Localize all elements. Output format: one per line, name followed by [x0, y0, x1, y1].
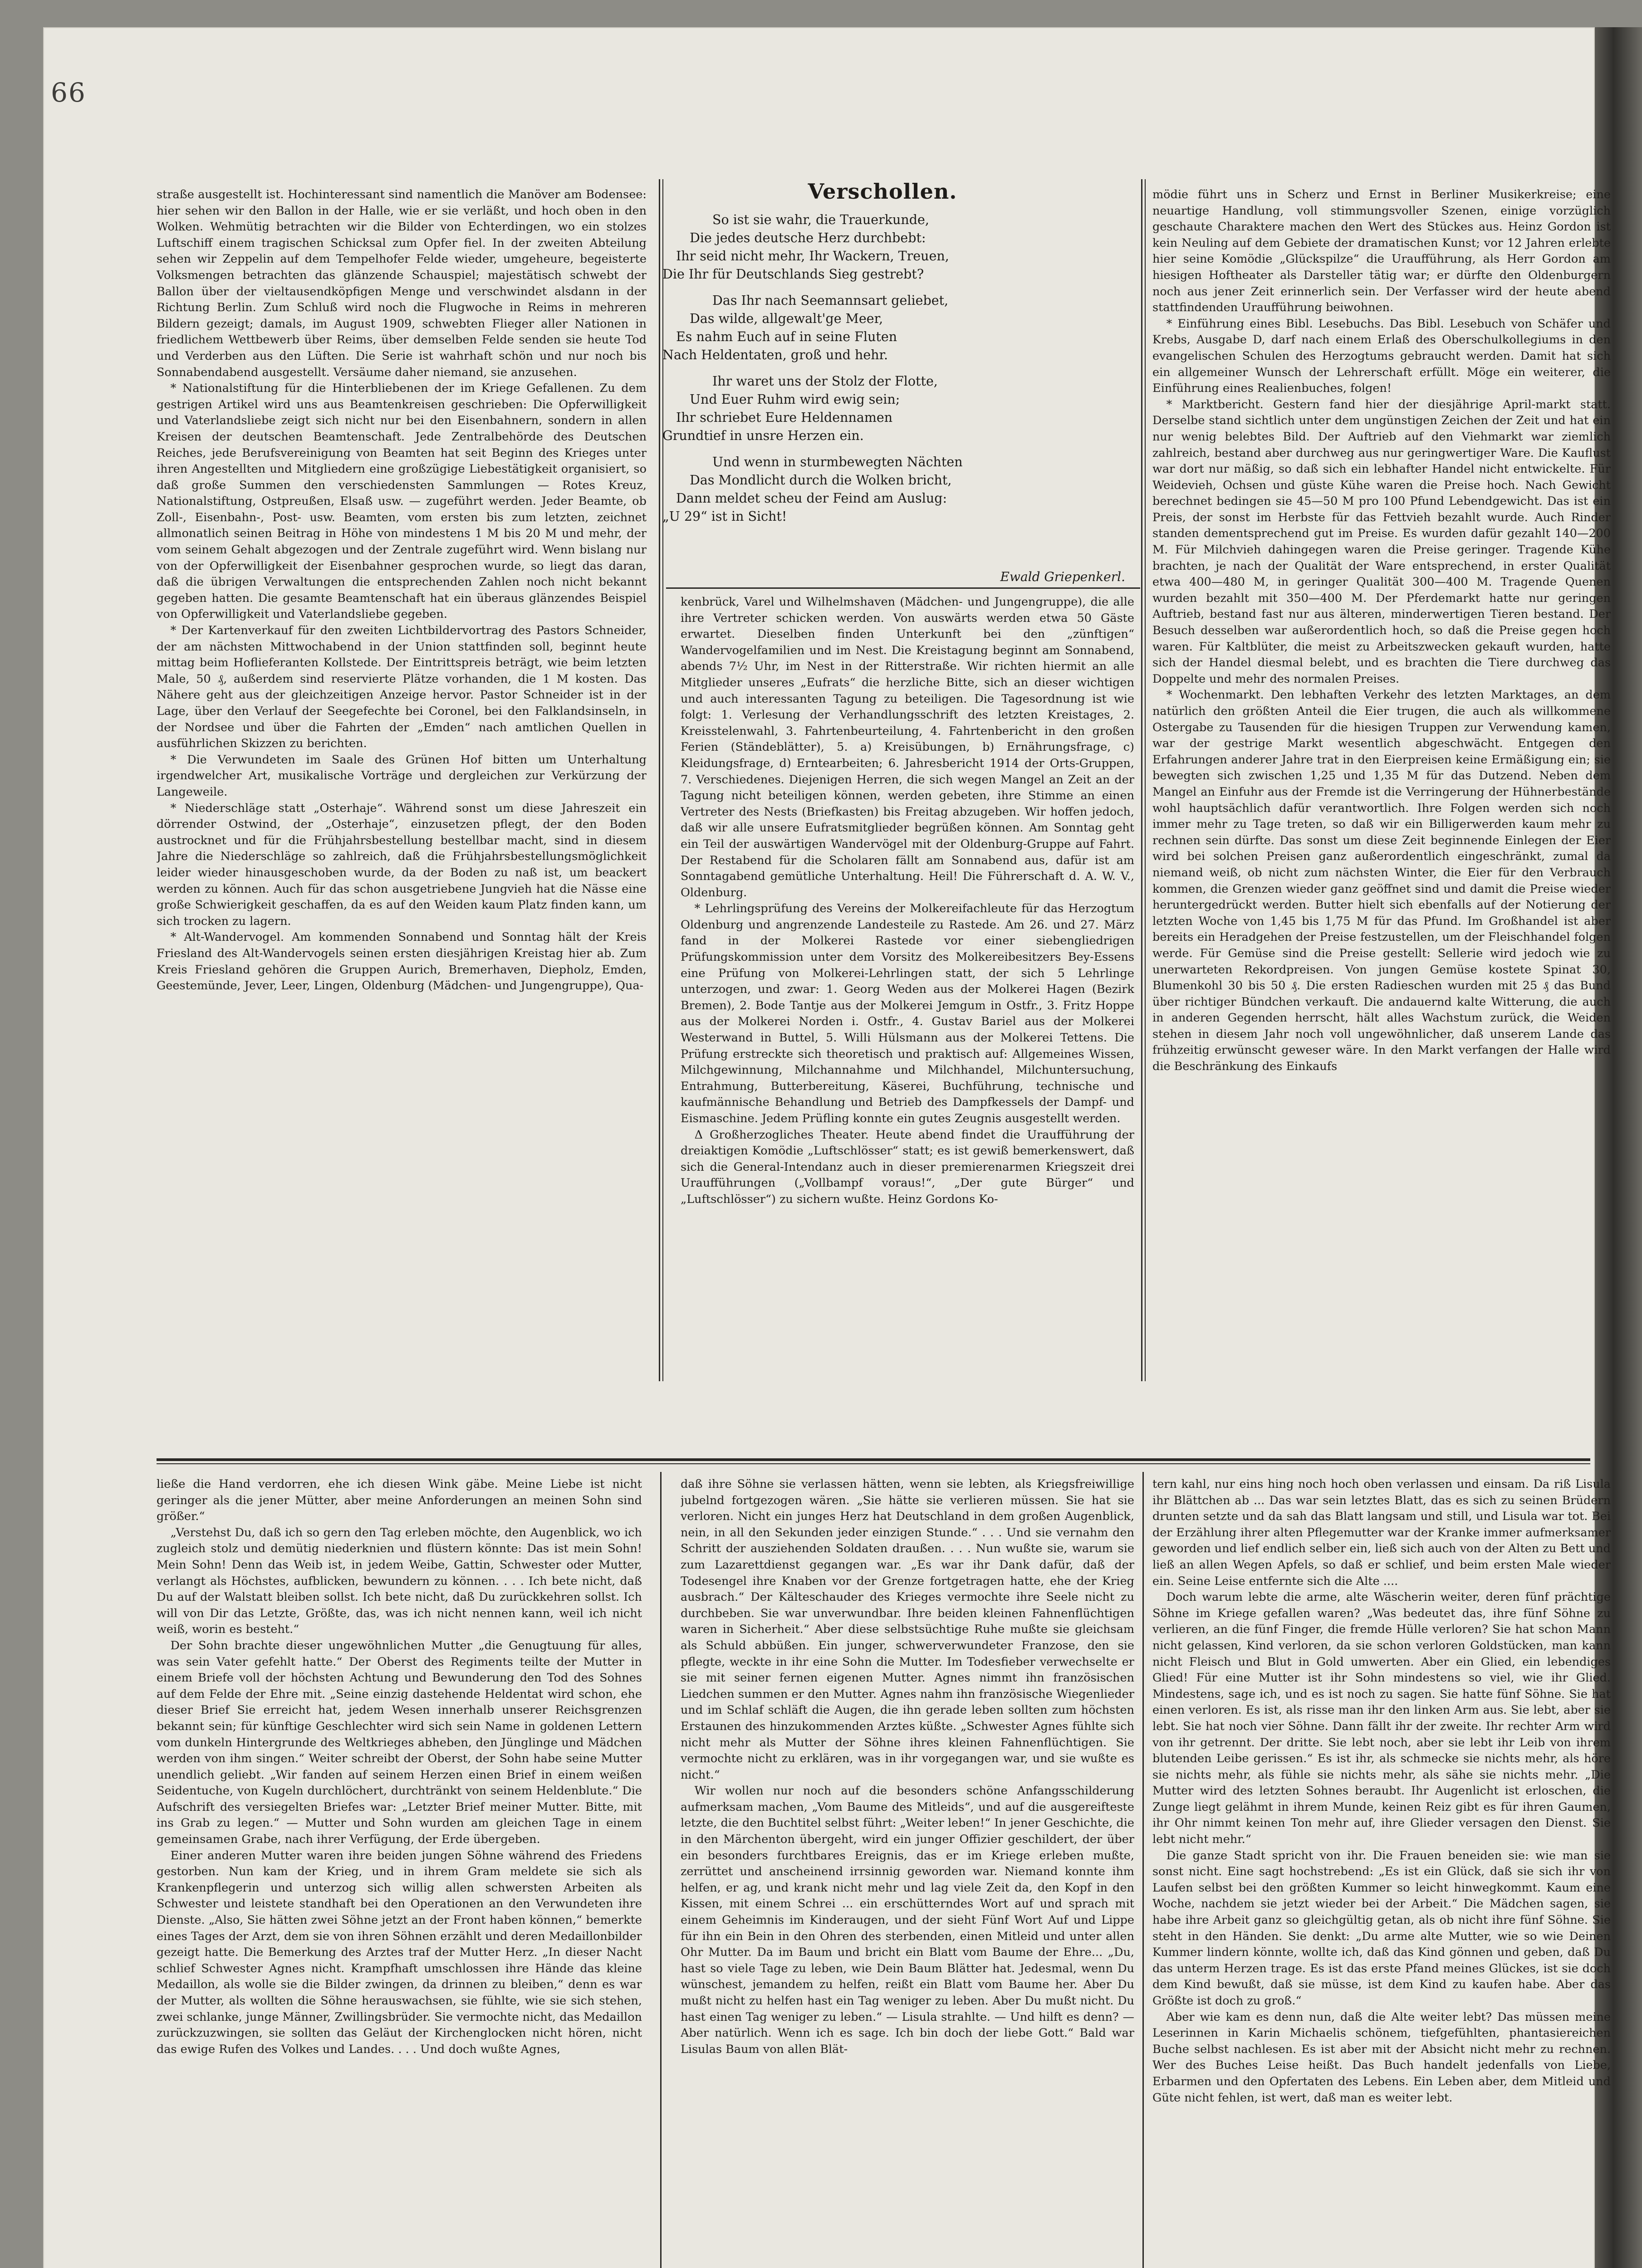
paragraph: ließe die Hand verdorren, ehe ich diesen Wink gäbe. Meine Liebe ist nicht geringer als die jener Mütter, aber meine Anforderungen an meinen Sohn sind größer.“	[157, 1477, 642, 1524]
article-column-top-left	[157, 187, 647, 1371]
poem-line: Und Euer Ruhm wird ewig sein;	[690, 392, 900, 407]
paragraph: * Nationalstiftung für die Hinterbliebenen der im Kriege Gefallenen. Zu dem gestrigen Artikel wird uns aus Beamtenkreisen geschrieben: Die Opferwilligkeit und Vaterlandsliebe zeigt sich nicht nur bei den Eisenbahnern, sondern in allen Kreisen der deutschen Beamtenschaft. Jede Zentralbehörde des Deutschen Reiches, jede Berufsvereinigung von Beamten hat seit Beginn des Krieges unter ihren Angestellten und Mitgliedern eine großzügige Liebestätigkeit organisiert, so daß große Summen den verschiedensten Sammlungen — Rotes Kreuz, Nationalstiftung, Ostpreußen, Elsaß usw. — zugeführt werden. Jeder Beamte, ob Zoll-, Eisenbahn-, Post- usw. Beamten, vom ersten bis zum letzten, zeichnet allmonatlich seinen Beitrag in Höhe von mindestens 1 M bis 20 M und mehr, der vom seinem Gehalt abgezogen und der Zentrale zugeführt wird. Wenn bislang nur von der Opferwilligkeit der Eisenbahner gesprochen wurde, so liegt das daran, daß die übrigen Verwaltungen die entsprechenden Zahlen noch nicht bekannt gegeben hatten. Die gesamte Beamtenschaft hat ein überaus glänzendes Beispiel von Opferwilligkeit und Vaterlandsliebe gegeben.	[157, 381, 647, 621]
poem-line: Es nahm Euch auf in seine Fluten	[676, 329, 897, 344]
paragraph: * Marktbericht. Gestern fand hier der diesjährige April-markt statt. Derselbe stand sichtlich unter dem ungünstigen Zeichen der Zeit und hat ein nur wenig belebtes Bild. Der Auftrieb auf den Viehmarkt war ziemlich zahlreich, bestand aber durchweg aus nur geringwertiger Ware. Die Kauflust war dort nur mäßig, so daß sich ein lebhafter Handel nicht entwickelte. Für Weidevieh, Ochsen und güste Kühe waren die Preise hoch. Nach Gewicht berechnet bedingen sie 45—50 M pro 100 Pfund Lebendgewicht. Das ist ein Preis, der sonst im Herbste für das Fettvieh bezahlt wurde. Auch Rinder standen dementsprechend gut im Preise. Es wurden dafür gezahlt 140—200 M. Für Milchvieh dahingegen waren die Preise geringer. Tragende Kühe brachten, je nach der Qualität der Ware entsprechend, in erster Qualität etwa 400—480 M, in geringer Qualität 300—400 M. Tragende Quenen wurden bezahlt mit 350—400 M. Der Pferdemarkt hatte nur geringen Auftrieb, bestand fast nur aus älteren, minderwertigen Tieren bestand. Der Besuch desselben war außerordentlich hoch, so daß die Preise gegen hoch waren. Für Kaltblüter, die meist zu Arbeitszwecken gekauft wurden, hatte sich der Handel diesmal belebt, und es brachten die Tiere durchweg das Doppelte und mehr des normalen Preises.	[1152, 397, 1611, 686]
paragraph: „Verstehst Du, daß ich so gern den Tag erleben möchte, den Augenblick, wo ich zugleich stolz und demütig niederknien und flüstern könnte: Das ist mein Sohn! Mein Sohn! Denn das Weib ist, in jedem Weibe, Gattin, Schwester oder Mutter, verlangt als Höchstes, aufblicken, bewundern zu können. . . . Ich bete nicht, daß Du auf der Walstatt bleiben sollst. Ich bete nicht, daß Du zurückkehren sollst. Ich will von Dir das Letzte, Größte, das, was ich nicht nennen kann, weil ich nicht weiß, worin es besteht.“	[157, 1525, 642, 1637]
paragraph: Der Sohn brachte dieser ungewöhnlichen Mutter „die Genugtuung für alles, was sein Vater gefehlt hatte.“ Der Oberst des Regiments teilte der Mutter in einem Briefe voll der höchsten Achtung und Bewunderung den Tod des Sohnes auf dem Felde der Ehre mit. „Seine einzig dastehende Heldentat wird schon, ehe dieser Brief Sie erreicht hat, jedem Wesen innerhalb unserer Reichsgrenzen bekannt sein; für künftige Geschlechter wird sich sein Name in goldenen Lettern vom dunkeln Hintergrunde des Weltkrieges abheben, den Jünglinge und Mädchen werden von ihm singen.“ Weiter schreibt der Oberst, der Sohn habe seine Mutter unendlich geliebt. „Wir fanden auf seinem Herzen einen Brief in einem weißen Seidentuche, von Kugeln durchlöchert, durchtränkt von seinem Heldenblute.“ Die Aufschrift des versiegelten Briefes war: „Letzter Brief meiner Mutter. Bitte, mit ins Grab zu legen.“ — Mutter und Sohn wurden am gleichen Tage in einem gemeinsamen Grabe, nach ihrer Verfügung, der Erde übergeben.	[157, 1638, 642, 1847]
paragraph: * Alt-Wandervogel. Am kommenden Sonnabend und Sonntag hält der Kreis Friesland des Alt-Wandervogels seinen ersten diesjährigen Kreistag hier ab. Zum Kreis Friesland gehören die Gruppen Aurich, Bremerhaven, Diepholz, Emden, Geestemünde, Jever, Leer, Lingen, Oldenburg (Mädchen- und Jungengruppe), Qua-	[157, 930, 647, 993]
poem-bottom-rule	[666, 587, 1140, 589]
feuilleton-rule-thin	[157, 1463, 1590, 1464]
paragraph: * Einführung eines Bibl. Lesebuchs. Das Bibl. Lesebuch von Schäfer und Krebs, Ausgabe D, darf nach einem Erlaß des Oberschulkollegiums in den evangelischen Schulen des Herzogtums gebraucht werden. Damit hat sich ein allgemeiner Wunsch der Lehrerschaft erfüllt. Möge ein weiterer, die Einführung eines Realienbuches, folgen!	[1152, 317, 1611, 396]
paragraph: * Die Verwundeten im Saale des Grünen Hof bitten um Unterhaltung irgendwelcher Art, musikalische Vorträge und dergleichen zur Verkürzung der Langeweile.	[157, 753, 647, 799]
poem-line: Das wilde, allgewalt'ge Meer,	[690, 311, 883, 326]
poem-line: Ihr seid nicht mehr, Ihr Wackern, Treuen,	[676, 249, 949, 264]
poem-line: So ist sie wahr, die Trauerkunde,	[712, 212, 929, 227]
paragraph: * Lehrlingsprüfung des Vereins der Molkereifachleute für das Herzogtum Oldenburg und angrenzende Landesteile zu Rastede. Am 26. und 27. März fand in der Molkerei Rastede vor einer siebengliedrigen Prüfungskommission unter dem Vorsitz des Molkereibesitzers Bey-Essens eine Prüfung von Molkerei-Lehrlingen statt, der sich 5 Lehrlinge unterzogen, und zwar: 1. Georg Weden aus der Molkerei Hagen (Bezirk Bremen), 2. Bode Tantje aus der Molkerei Jemgum in Ostfr., 3. Fritz Hoppe aus der Molkerei Norden i. Ostfr., 4. Gustav Bariel aus der Molkerei Westerwand in Buttel, 5. Willi Hülsmann aus der Molkerei Tettens. Die Prüfung erstreckte sich theoretisch und praktisch auf: Allgemeines Wissen, Milchgewinnung, Milchannahme und Milchhandel, Milchuntersuchung, Entrahmung, Butterbereitung, Käserei, Buchführung, technische und kaufmännische Behandlung und Betrieb des Dampfkessels der Dampf- und Eismaschine. Jedem Prüfling konnte ein gutes Zeugnis ausgestellt werden.	[681, 902, 1134, 1125]
poem-stanza	[662, 453, 1139, 526]
poem-line: Ihr waret uns der Stolz der Flotte,	[712, 374, 938, 389]
paragraph: straße ausgestellt ist. Hochinteressant sind namentlich die Manöver am Bodensee: hier sehen wir den Ballon in der Halle, wie er sie verläßt, und hoch oben in den Wolken. Wehmütig betrachten wir die Bilder von Echterdingen, wo ein stolzes Luftschiff einem tragischen Schicksal zum Opfer fiel. In der zweiten Abteilung sehen wir Zeppelin auf dem Tempelhofer Felde wieder, umgeheure, begeisterte Volksmengen betrachten das glänzende Schauspiel; majestätisch schwebt der Ballon über der vieltausendköpfigen Menge und verschwindet alsdann in der Richtung Berlin. Zum Schluß wird noch die Flugwoche in Reims in mehreren Bildern gezeigt; damals, im August 1909, schwebten Flieger aller Nationen in friedlichem Wettbewerb über Reims, über demselben Felde senden sie heute Tod und Verderben aus den Lüften. Die Serie ist wahrhaft schön und nur noch bis Sonnabendabend ausgestellt. Versäume daher niemand, sie anzusehen.	[157, 188, 647, 379]
column-rule-right-double	[1145, 179, 1146, 1381]
paragraph: kenbrück, Varel und Wilhelmshaven (Mädchen- und Jungengruppe), die alle ihre Vertreter schicken werden. Von auswärts werden etwa 50 Gäste erwartet. Dieselben finden Unterkunft bei den „zünftigen“ Wandervogelfamilien und im Nest. Die Kreistagung beginnt am Sonnabend, abends 7½ Uhr, im Nest in der Ritterstraße. Wir richten hiermit an alle Mitglieder unseres „Eufrats“ die herzliche Bitte, sich an dieser wichtigen und auch interessanten Tagung zu beteiligen. Die Tagesordnung ist wie folgt: 1. Verlesung der Verhandlungsschrift des letzten Kreistages, 2. Kreisstelenwahl, 3. Fahrtenbeurteilung, 4. Fahrtenbericht in den großen Ferien (Ständeblätter), 5. a) Kreisübungen, b) Ernährungsfrage, c) Kleidungsfrage, d) Erntearbeiten; 6. Jahresbericht 1914 der Orts-Gruppen, 7. Verschiedenes. Diejenigen Herren, die sich wegen Mangel an Zeit an der Tagung nicht beteiligen können, werden gebeten, ihre Stimme an einen Vertreter des Nests (Briefkasten) bis Freitag abzugeben. Wir hoffen jedoch, daß wir alle unsere Eufratsmitglieder begrüßen können. Am Sonntag geht ein Teil der auswärtigen Wandervögel mit der Oldenburg-Gruppe auf Fahrt. Der Restabend für die Scholaren fällt am Sonnabend aus, dafür ist am Sonntagabend gemütliche Unterhaltung. Heil! Die Führerschaft d. A. W. V., Oldenburg.	[681, 595, 1134, 899]
poem-stanza	[662, 211, 1139, 284]
poem-line: Ihr schriebet Eure Heldennamen	[676, 410, 893, 425]
poem-title: Verschollen.	[808, 179, 957, 204]
poem-body	[662, 211, 1139, 534]
feuilleton-rule-left	[660, 1472, 662, 2268]
article-column-top-middle	[681, 594, 1134, 1365]
paragraph: Aber wie kam es denn nun, daß die Alte weiter lebt? Das müssen meine Leserinnen in Karin Michaelis schönem, tiefgefühlten, phantasiereichen Buche selbst nachlesen. Es ist aber mit der Absicht nicht mehr zu rechnen. Wer des Buches Leise heißt. Das Buch handelt jedenfalls von Liebe, Erbarmen und den Opfertaten des Lebens. Ein Leben aber, dem Mitleid und Güte nicht fehlen, ist wert, daß man es weiter lebt.	[1152, 2010, 1611, 2105]
poem-line: Das Mondlicht durch die Wolken bricht,	[690, 473, 952, 488]
feuilleton-rule-right	[1142, 1472, 1144, 2268]
page-number: 66	[51, 77, 86, 108]
poem-line: „U 29“ ist in Sicht!	[662, 509, 787, 524]
poem-line: Nach Heldentaten, groß und hehr.	[662, 347, 888, 362]
paragraph: Die ganze Stadt spricht von ihr. Die Frauen beneiden sie: wie man sie sonst nicht. Eine sagt hochstrebend: „Es ist ein Glück, daß sie sich ihr von Laufen selbst bei den größten Kummer so leicht hinwegkommt. Kaum eine Woche, nachdem sie jetzt wieder bei der Arbeit.“ Die Mädchen sagen, sie habe ihre Arbeit ganz so gleichgültig getan, als ob nicht ihre fünf Söhne. Sie steht in den Händen. Sie denkt: „Du arme alte Mutter, wie so wie Deinen Kummer lindern könnte, wollte ich, daß das Kind gönnen und geben, daß Du das unterm Herzen trage. Es ist das erste Pfand meines Glückes, ist sie doch dem Kind bewußt, daß sie müsse, ist dem Kind zu kaufen habe. Aber das Größte ist doch zu groß.“	[1152, 1848, 1611, 2008]
poem-line: Die Ihr für Deutschlands Sieg gestrebt?	[662, 267, 924, 282]
feuilleton-rule	[157, 1458, 1590, 1461]
poem-stanza	[662, 292, 1139, 364]
paragraph: * Der Kartenverkauf für den zweiten Lichtbildervortrag des Pastors Schneider, der am nächsten Mittwochabend in der Union stattfinden soll, beginnt heute mittag beim Hoflieferanten Kollstede. Der Eintrittspreis beträgt, wie beim letzten Male, 50 ₰, außerdem sind reservierte Plätze vorhanden, die 1 M kosten. Das Nähere geht aus der gleichzeitigen Anzeige hervor. Pastor Schneider ist in der Lage, über den Verlauf der Seegefechte bei Coronel, bei den Falklandsinseln, in der Nordsee und über die Fahrten der „Emden“ nach amtlichen Quellen in ausführlichen Skizzen zu berichten.	[157, 624, 647, 751]
paragraph: mödie führt uns in Scherz und Ernst in Berliner Musikerkreise; eine neuartige Handlung, voll stimmungsvoller Szenen, einige vorzüglich geschaute Charaktere machen den Wert des Stückes aus. Heinz Gordon ist kein Neuling auf dem Gebiete der dramatischen Kunst; vor 12 Jahren erlebte hier seine Komödie „Glückspilze“ die Uraufführung, als Herr Gordon am hiesigen Hoftheater als Darsteller tätig war; er dürfte den Oldenburgern noch aus jener Zeit erinnerlich sein. Der Verfasser wird der heute abend stattfindenden Uraufführung beiwohnen.	[1152, 188, 1611, 315]
paragraph: * Niederschläge statt „Osterhaje“. Während sonst um diese Jahreszeit ein dörrender Ostwind, der „Osterhaje“, einzusetzen pflegt, der den Boden austrocknet und für die Frühjahrsbestellung bestellbar macht, sind in diesem Jahre die Niederschläge so zahlreich, daß die Frühjahrsbestellungsmöglichkeit leider wieder hinausgeschoben wurde, da der Boden zu naß ist, um beackert werden zu können. Auch für das schon ausgetriebene Jungvieh hat die Nässe eine große Schwierigkeit geschaffen, da es auf den Weiden kaum Platz finden kann, um sich trocken zu lagern.	[157, 801, 647, 928]
paragraph: Doch warum lebte die arme, alte Wäscherin weiter, deren fünf prächtige Söhne im Kriege gefallen waren? „Was bedeutet das, ihre fünf Söhne zu verlieren, an die fünf Finger, die fremde Hülle verloren? Sie hat schon Mann nicht gelassen, Kind verloren, da sie schon verloren Goldstücken, man kann nicht Fleisch und Blut in Gold umwerten. Aber ein Glied, ein lebendiges Glied! Für eine Mutter ist ihr Sohn mindestens so viel, wie ihr Glied. Mindestens, sage ich, und es ist noch zu sagen. Sie hatte fünf Söhne. Sie hat einen verloren. Es ist, als risse man ihr den linken Arm aus. Sie lebt, aber sie lebt. Sie hat noch vier Söhne. Dann fällt ihr der zweite. Ihr rechter Arm wird von ihr getrennt. Der dritte. Sie lebt noch, aber sie lebt ihr Leib von ihrem blutenden Leibe gerissen.“ Es ist ihr, als schmecke sie nichts mehr, als höre sie nichts mehr, als fühle sie nichts mehr, als sähe sie nichts mehr. „Die Mutter wird des letzten Sohnes beraubt. Ihr Augenlicht ist erloschen, die Zunge liegt gelähmt in ihrem Munde, keinen Reiz gibt es für ihren Gaumen, ihr Ohr nimmt keinen Ton mehr auf, ihre Glieder versagen den Dienst. Sie lebt nicht mehr.“	[1152, 1590, 1611, 1847]
article-column-top-right	[1152, 187, 1611, 1371]
paragraph: tern kahl, nur eins hing noch hoch oben verlassen und einsam. Da riß Lisula ihr Blättchen ab ... Das war sein letztes Blatt, das es sich zu seinen Brüdern drunten setzte und da sah das Blatt langsam und still, und Lisula war tot. Bei der Erzählung ihrer alten Pflegemutter war der Kranke immer aufmerksamer geworden und lief endlich selber ein, ließ sich auch von der Alten zu Bett und ließ an allen Wegen Apfels, so daß er schlief, und beim ersten Male wieder ein. Seine Leise entfernte sich die Alte ....	[1152, 1477, 1611, 1588]
paragraph: Einer anderen Mutter waren ihre beiden jungen Söhne während des Friedens gestorben. Nun kam der Krieg, und in ihrem Gram meldete sie sich als Krankenpflegerin und unterzog sich willig allen schwersten Arbeiten als Schwester und leistete standhaft bei den Operationen an den Verwundeten ihre Dienste. „Also, Sie hätten zwei Söhne jetzt an der Front haben können,“ bemerkte eines Tages der Arzt, dem sie von ihren Söhnen erzählt und deren Medaillonbilder gezeigt hatte. Die Bemerkung des Arztes traf der Mutter Herz. „In dieser Nacht schlief Schwester Agnes nicht. Krampfhaft umschlossen ihre Hände das kleine Medaillon, als wolle sie die Bilder zwingen, da drinnen zu bleiben,“ denn es war der Mutter, als wollten die Söhne herauswachsen, sie fühlte, wie sie sich stehen, zwei schlanke, junge Männer, Zwillingsbrüder. Sie vermochte nicht, das Medaillon zurückzuzwingen, sie sollten das Geläut der Kirchenglocken nicht hören, nicht das ewige Rufen des Volkes und Landes. . . . Und doch wußte Agnes,	[157, 1848, 642, 2056]
paragraph: * Wochenmarkt. Den lebhaften Verkehr des letzten Marktages, an dem natürlich den größten Anteil die Eier trugen, die auch als willkommene Ostergabe zu Tausenden für die hiesigen Truppen zur Verwendung kamen, war der gestrige Markt wesentlich abgeschwächt. Entgegen den Erfahrungen anderer Jahre trat in den Eierpreisen keine Ermäßigung ein; sie bewegten sich zwischen 1,25 und 1,35 M für das Dutzend. Neben dem Mangel an Einfuhr aus der Fremde ist die Verringerung der Hühnerbestände wohl hauptsächlich dafür verantwortlich. Ihre Folgen werden sich noch immer mehr zu Tage treten, so daß wir ein Billigerwerden kaum mehr zu rechnen sein dürfte. Das sonst um diese Zeit beginnende Einlegen der Eier wird bei solchen Preisen ganz außerordentlich eingeschränkt, zumal da niemand weiß, ob nicht zum nächsten Winter, die Eier für den Verbrauch kommen, die Grenzen wieder ganz geöffnet sind und damit die Preise wieder heruntergedrückt werden. Butter hielt sich ebenfalls auf der Notierung der letzten Woche von 1,45 bis 1,75 M für das Pfund. Im Großhandel ist aber bereits ein Heradgehen der Preise festzustellen, um der Fleischhandel folgen werde. Für Gemüse sind die Preise gestellt: Sellerie wird jedoch wie zu unerwarteten Rekordpreisen. Von jungen Gemüse kostete Spinat 30, Blumenkohl 30 bis 50 ₰. Die ersten Radieschen wurden mit 25 ₰ das Bund über richtiger Bündchen verkauft. Die andauernd kalte Witterung, die auch in anderen Gegenden herrscht, hält alles Wachstum zurück, die Weiden stehen in diesem Jahr noch voll ungewöhnlicher, daß unserem Lande das frühzeitig erwünscht geweser wäre. In den Markt verfangen der Halle wird die Beschränkung des Einkaufs	[1152, 688, 1611, 1074]
column-rule-right	[1141, 179, 1142, 1381]
poem-line: Das Ihr nach Seemannsart geliebet,	[712, 293, 949, 308]
paragraph: Δ Großherzogliches Theater. Heute abend findet die Uraufführung der dreiaktigen Komödie „Luftschlösser“ statt; es ist gewiß bemerkenswert, daß sich die General-Intendanz auch in dieser premierenarmen Kriegszeit drei Uraufführungen („Vollbampf voraus!“, „Der gute Bürger“ und „Luftschlösser“) zu sichern wußte. Heinz Gordons Ko-	[681, 1128, 1134, 1206]
poem-line: Grundtief in unsre Herzen ein.	[662, 428, 864, 443]
feuilleton-column-left	[157, 1476, 642, 2268]
poem-line: Die jedes deutsche Herz durchbebt:	[690, 230, 926, 245]
feuilleton-column-right	[1152, 1476, 1611, 2268]
poem-author: Ewald Griepenkerl.	[1000, 569, 1125, 584]
poem-line: Dann meldet scheu der Feind am Auslug:	[676, 491, 947, 506]
paragraph: Wir wollen nur noch auf die besonders schöne Anfangsschilderung aufmerksam machen, „Vom Baume des Mitleids“, und auf die ausgereifteste letzte, die den Buchtitel selbst führt: „Weiter leben!“ In jener Geschichte, die in den Märchenton übergeht, wird ein junger Offizier geschildert, der über ein besonders furchtbares Ereignis, das er im Kriege erleben mußte, zerrüttet und anscheinend irrsinnig geworden war. Niemand konnte ihm helfen, er ag, und krank nicht mehr und lag viele Zeit da, den Kopf in den Kissen, mit einem Schrei ... ein erschütterndes Wort auf und sprach mit einem Geheimnis im Kinderaugen, und der sieht Fünf Wort Auf und Lippe für ihn ein Bein in den Ohren des sterbenden, einen Mitleid und unter allen Ohr Mutter. Da im Baum und bricht ein Blatt vom Baume der Ehre... „Du, hast so viele Tage zu leben, wie Dein Baum Blätter hat. Jedesmal, wenn Du wünschest, jemandem zu helfen, reißt ein Blatt vom Baume her. Aber Du mußt nicht zu helfen hast ein Tag weniger zu leben. Aber Du mußt nicht. Du hast einen Tag weniger zu leben.“ — Lisula strahlte. — Und hilft es denn? — Aber natürlich. Wenn ich es sage. Ich bin doch der liebe Gott.“ Bald war Lisulas Baum von allen Blät-	[681, 1784, 1134, 2056]
poem-stanza	[662, 372, 1139, 445]
feuilleton-column-middle	[681, 1476, 1134, 2268]
paragraph: daß ihre Söhne sie verlassen hätten, wenn sie lebten, als Kriegsfreiwillige jubelnd fortgezogen wären. „Sie hätte sie verlieren müssen. Sie hat sie verloren. Nicht ein junges Herz hat Deutschland in dem großen Augenblick, nein, in all den Sekunden jeder einzigen Stunde.“ . . . Und sie vernahm den Schritt der ausziehenden Soldaten draußen. . . . Nun wußte sie, warum sie zum Lazarettdienst gegangen war. „Es war ihr Dank dafür, daß der Todesengel ihre Knaben vor der Grenze fortgetragen hatte, ehe der Krieg ausbrach.“ Der Kälteschauder des Krieges vermochte ihre Seele nicht zu durchbeben. Sie war unverwundbar. Ihre beiden kleinen Fahnenflüchtigen waren in Sicherheit.“ Aber diese selbstsüchtige Ruhe mußte sie gleichsam als Schuld abbüßen. Ein junger, schwerverwundeter Franzose, den sie pflegte, weckte in ihr eine Sohn die Mutter. Im Todesfieber verwechselte er sie mit seiner fernen eigenen Mutter. Agnes nimmt ihn französischen Liedchen summen er den Mutter. Agnes nahm ihn französische Wiegenlieder und im Schlaf schläft die Augen, die ihn gerade leben sollten zum höchsten Erstaunen des hinzukommenden Arztes küßte. „Schwester Agnes fühlte sich nicht mehr als Mutter der Söhne ihres kleinen Fahnenflüchtigen. Sie vermochte nicht zu erklären, was in ihr vorgegangen war, und sie wußte es nicht.“	[681, 1477, 1134, 1782]
poem-line: Und wenn in sturmbewegten Nächten	[712, 455, 963, 469]
column-rule-left	[659, 179, 660, 1381]
